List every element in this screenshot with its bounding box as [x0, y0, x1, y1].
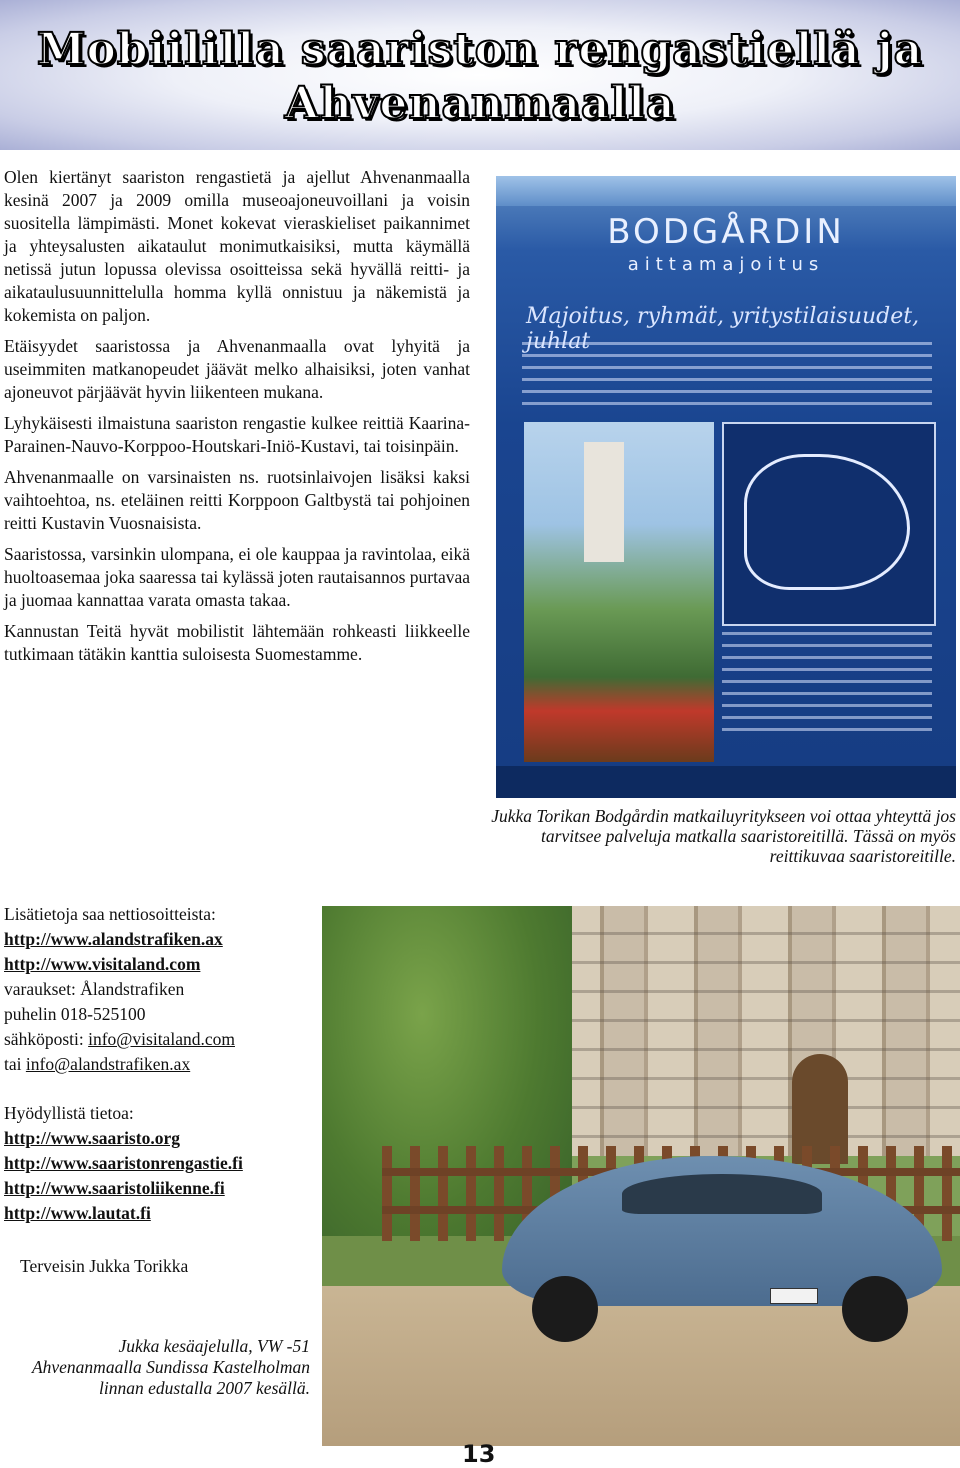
email-alandstrafiken[interactable]: info@alandstrafiken.ax — [25, 1054, 191, 1074]
paragraph: Etäisyydet saaristossa ja Ahvenanmaalla ovat lyhyitä ja useimmiten matkanopeudet jäävät melko alhaisiksi, joten vanhat ajoneuvot pärjäävät hyvin liikenteen mukana. — [4, 336, 470, 402]
brochure-footer — [496, 766, 956, 798]
article-body — [4, 166, 470, 674]
car-wheel — [532, 1276, 598, 1342]
greeting: Terveisin Jukka Torikka — [20, 1256, 189, 1276]
email-prefix: sähköposti: — [4, 1029, 89, 1049]
paragraph: Kannustan Teitä hyvät mobilistit lähtemään rohkeasti liikkeelle tutkimaan tätäkin kanttia suloisesta Suomestamme. — [4, 621, 470, 664]
church-tower — [584, 442, 624, 562]
email-visitaland[interactable]: info@visitaland.com — [88, 1029, 235, 1049]
brochure-heading: BODGÅRDIN — [607, 212, 845, 252]
info-links — [4, 902, 314, 1226]
or-prefix: tai — [4, 1054, 26, 1074]
brochure-caption: Jukka Torikan Bodgårdin matkailuyritykseen voi ottaa yhteyttä jos tarvitsee palveluja matkalla saaristoreitillä. Tässä on myös reittikuvaa saaristoreitille. — [491, 806, 956, 866]
link-saaristoliikenne[interactable]: http://www.saaristoliikenne.fi — [4, 1178, 225, 1198]
email-line-2 — [4, 1052, 314, 1077]
reservations-text: varaukset: Ålandstrafiken — [4, 979, 185, 999]
link-alandstrafiken[interactable]: http://www.alandstrafiken.ax — [4, 929, 223, 949]
brochure-route-map — [722, 422, 936, 626]
paragraph: Lyhykäisesti ilmaistuna saariston rengastie kulkee reittiä Kaarina-Parainen-Nauvo-Korppoo-Houtskari-Iniö-Kustavi, tai toisinpäin. — [4, 413, 470, 456]
route-line — [744, 454, 910, 590]
useful-label: Hyödyllistä tietoa: — [4, 1103, 134, 1123]
car-window — [622, 1174, 822, 1214]
article-title-line-2: Ahvenanmaalla — [284, 78, 676, 129]
article-title-line-1: Mobiililla saariston rengastiellä ja — [36, 24, 924, 75]
paragraph: Olen kiertänyt saariston rengastietä ja ajellut Ahvenanmaalla kesinä 2007 ja 2009 omilla museoajoneuvoillani ja voisin suositella lämpimästi. Monet kokevat vieraskieliset paikannimet ja yhteysalusten aikataulut monimutkaisiksi, mutta käymällä netissä jutun lopussa olevissa osoitteissa sekä hyvällä reitti- ja aikataulusuunnittelulla homma kyllä onnistuu ja näkemistä ja kokemista on paljon. — [4, 167, 470, 325]
phone-text: puhelin 018-525100 — [4, 1004, 146, 1024]
brochure-text-block — [522, 342, 932, 414]
car-wheel — [842, 1276, 908, 1342]
email-line-1 — [4, 1027, 314, 1052]
info-label: Lisätietoja saa nettiosoitteista: — [4, 904, 216, 924]
paragraph: Ahvenanmaalle on varsinaisten ns. ruotsinlaivojen lisäksi kaksi vaihtoehtoa, ns. eteläinen reitti Korppoon Galtbystä tai pohjoinen reitti Kustavin Vuosnaisista. — [4, 467, 470, 533]
brochure-subheading: aittamajoitus — [627, 254, 825, 275]
link-visitaland[interactable]: http://www.visitaland.com — [4, 954, 201, 974]
link-saaristonrengastie[interactable]: http://www.saaristonrengastie.fi — [4, 1153, 243, 1173]
brochure-sky — [496, 176, 956, 206]
brochure-photo — [496, 176, 956, 798]
brochure-church-photo — [524, 422, 714, 762]
car-photo — [322, 906, 960, 1446]
brochure-script-text: Majoitus, ryhmät, yritystilaisuudet, — [526, 304, 920, 329]
page-number: 13 — [462, 1440, 496, 1468]
car-caption: Jukka kesäajelulla, VW -51 Ahvenanmaalla Sundissa Kastelholman linnan edustalla 2007 kesällä. — [31, 1336, 310, 1398]
paragraph: Saaristossa, varsinkin ulompana, ei ole kauppaa ja ravintolaa, eikä huoltoasemaa joka saaressa tai kylässä joten rautaisannos purtavaa ja juomaa kannattaa varata omasta takaa. — [4, 544, 471, 610]
link-saaristo[interactable]: http://www.saaristo.org — [4, 1128, 180, 1148]
link-lautat[interactable]: http://www.lautat.fi — [4, 1203, 151, 1223]
brochure-lower-text — [722, 632, 932, 740]
license-plate — [770, 1288, 818, 1304]
